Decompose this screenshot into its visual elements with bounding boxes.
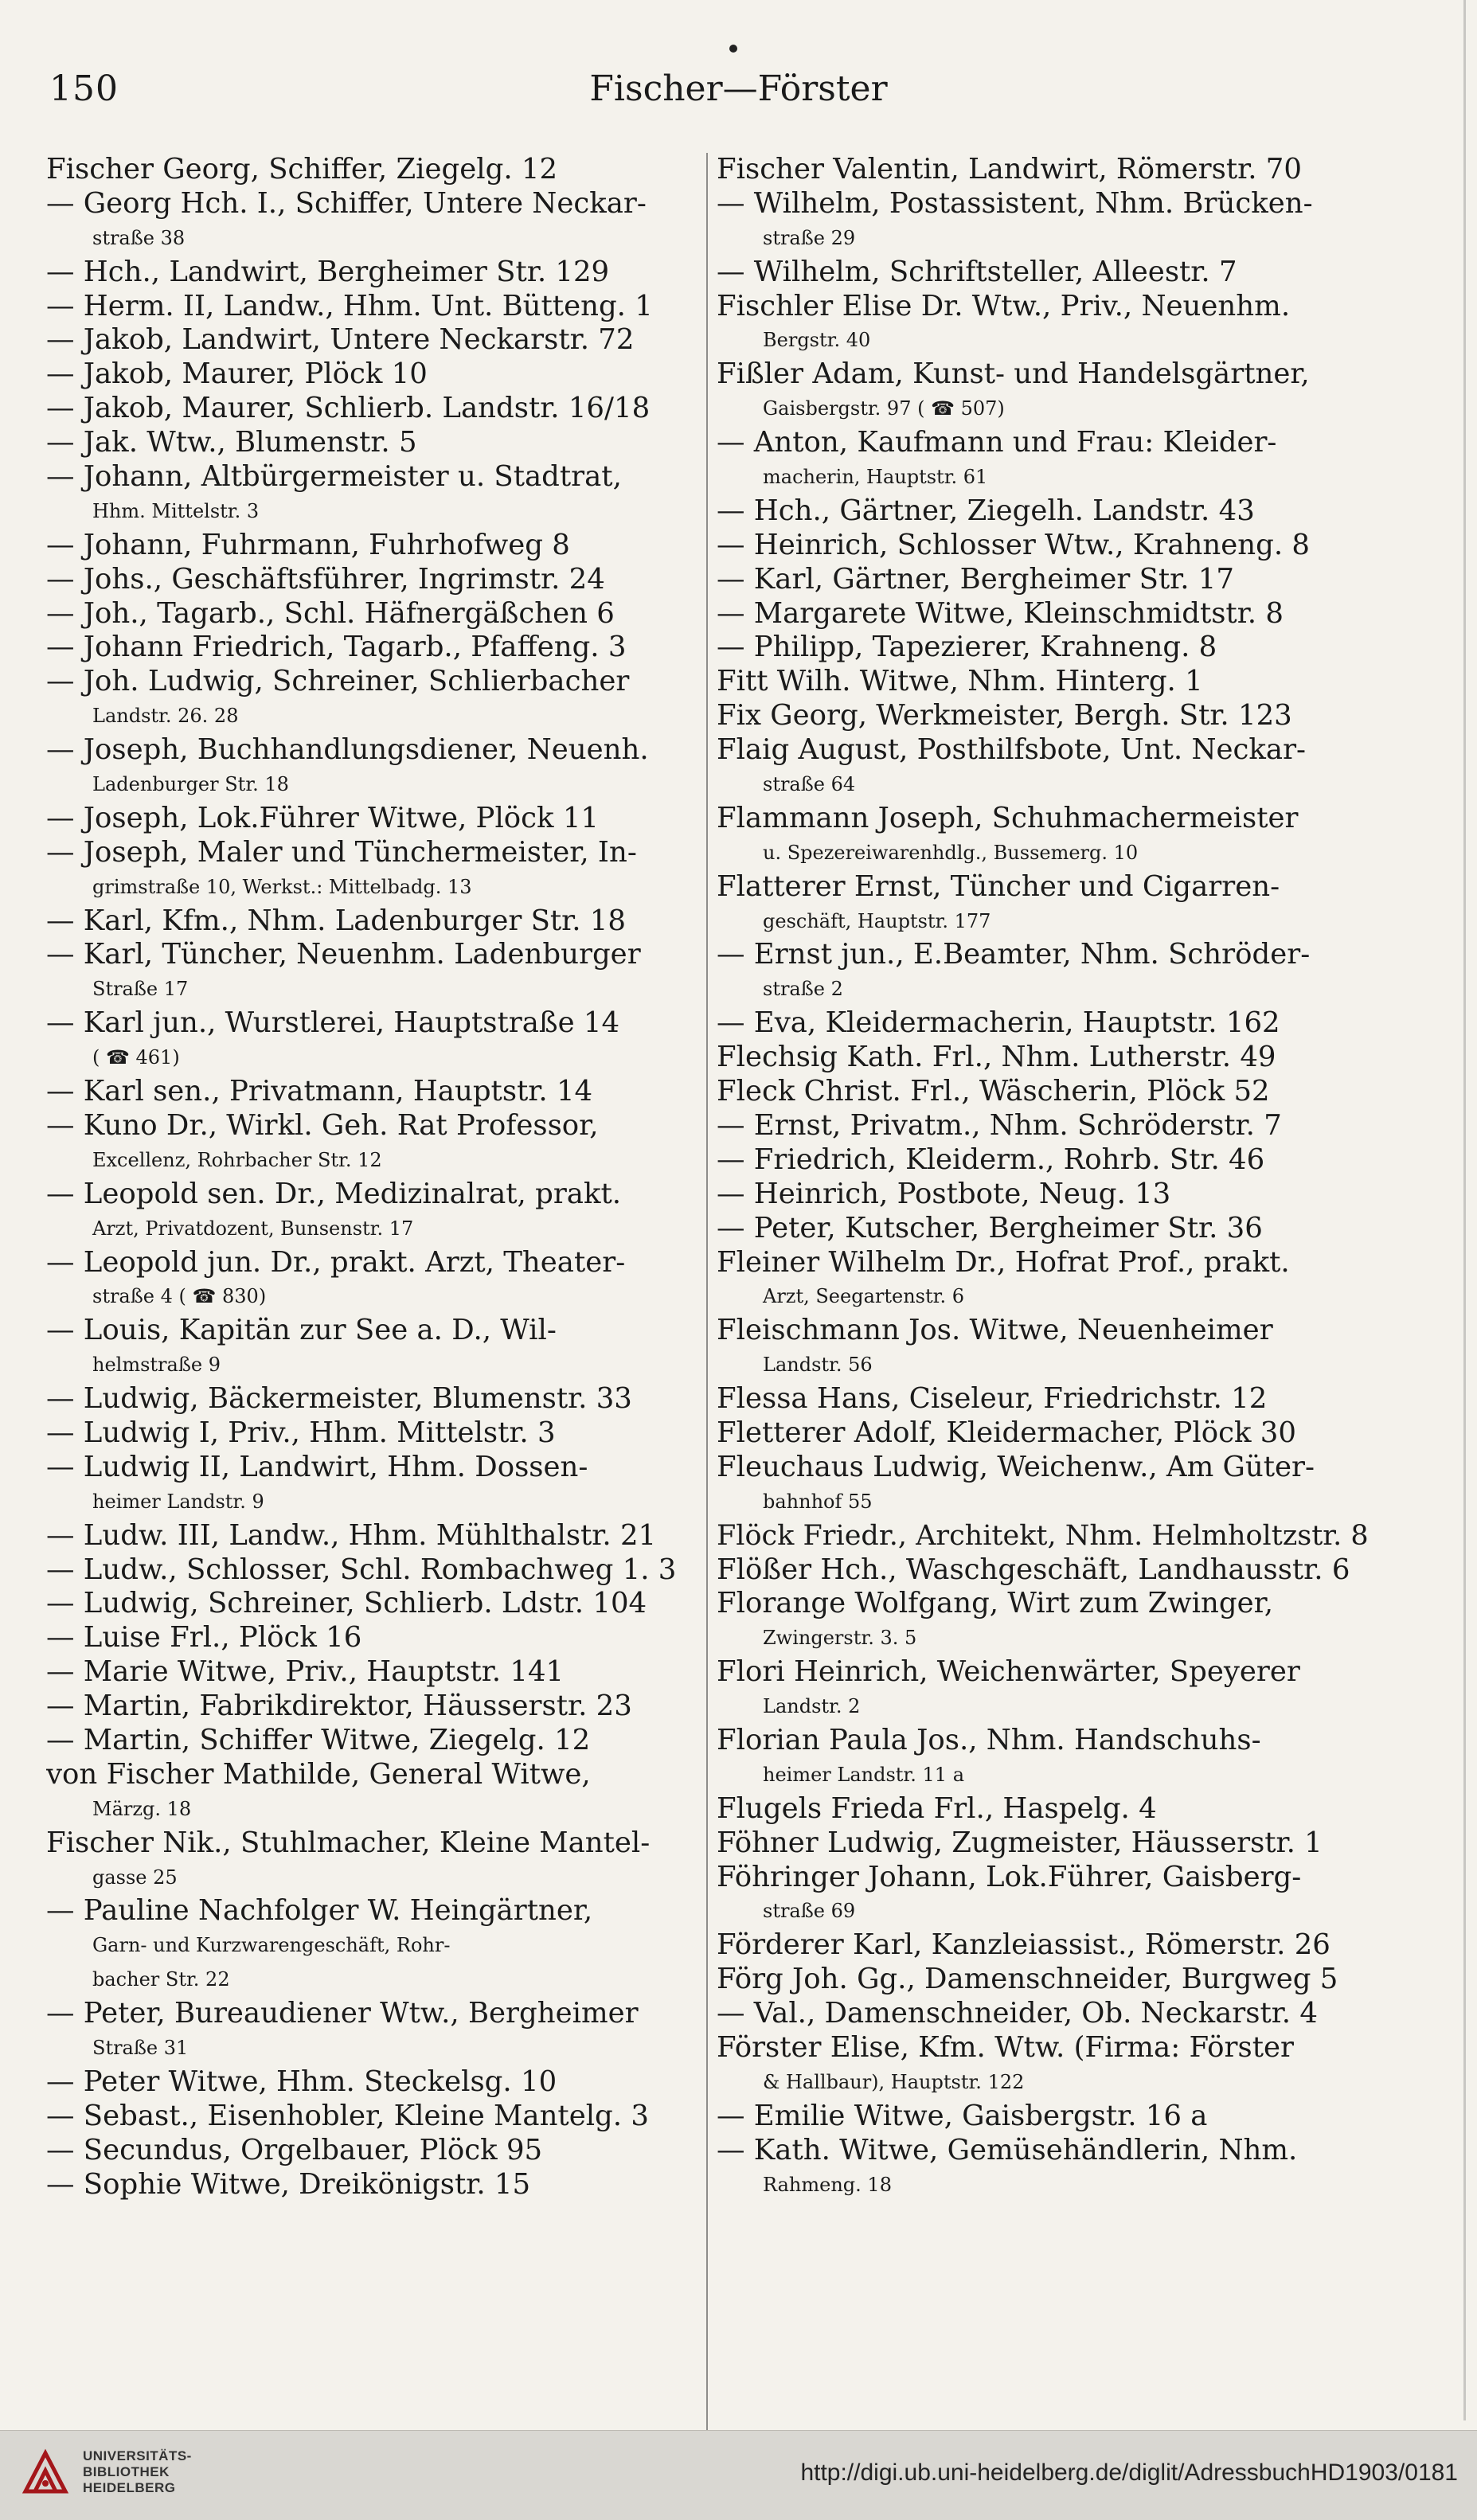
directory-entry	[717, 938, 1370, 1006]
entry-line: — Eva, Kleidermacherin, Hauptstr. 162	[717, 1006, 1280, 1040]
entry-continuation-line: bacher Str. 22	[92, 1968, 230, 1991]
directory-entry	[46, 357, 699, 392]
directory-entry	[717, 2031, 1370, 2100]
entry-line: — Ernst jun., E.Beamter, Nhm. Schröder-	[717, 938, 1311, 971]
entry-line: — Joseph, Buchhandlungsdiener, Neuenh.	[46, 733, 649, 767]
entry-line: Flessa Hans, Ciseleur, Friedrichstr. 12	[717, 1382, 1268, 1416]
directory-entry	[46, 153, 699, 187]
entry-continuation-line: macherin, Hauptstr. 61	[763, 466, 988, 489]
entry-line: — Hch., Landwirt, Bergheimer Str. 129	[46, 255, 610, 288]
entry-continuation-line: Rahmeng. 18	[763, 2173, 892, 2196]
directory-entry	[717, 256, 1370, 290]
entry-line: — Joseph, Lok.Führer Witwe, Plöck 11	[46, 801, 600, 834]
directory-entry	[717, 1724, 1370, 1792]
entry-line: Fitt Wilh. Witwe, Nhm. Hinterg. 1	[717, 665, 1203, 698]
entry-line: — Louis, Kapitän zur See a. D., Wil-	[46, 1314, 557, 1347]
directory-entry	[46, 1621, 699, 1655]
entry-line: — Ludwig I, Priv., Hhm. Mittelstr. 3	[46, 1416, 556, 1449]
directory-entry	[46, 631, 699, 665]
entry-line: — Philipp, Tapezierer, Krahneng. 8	[717, 631, 1217, 664]
directory-entry	[46, 1827, 699, 1895]
entry-line: — Margarete Witwe, Kleinschmidtstr. 8	[717, 596, 1284, 630]
entry-line: — Emilie Witwe, Gaisbergstr. 16 a	[717, 2099, 1208, 2132]
entry-line: — Wilhelm, Postassistent, Nhm. Brücken-	[717, 186, 1313, 220]
directory-entry	[717, 357, 1370, 426]
directory-entry	[717, 1997, 1370, 2031]
directory-entry	[46, 2065, 699, 2100]
entry-line: — Ludw. III, Landw., Hhm. Mühlthalstr. 21	[46, 1518, 657, 1552]
entry-line: — Karl, Kfm., Nhm. Ladenburger Str. 18	[46, 904, 626, 937]
directory-entry	[46, 1006, 699, 1075]
entry-line: — Friedrich, Kleiderm., Rohrb. Str. 46	[717, 1143, 1265, 1176]
entry-line: von Fischer Mathilde, General Witwe,	[46, 1757, 591, 1791]
entry-line: — Georg Hch. I., Schiffer, Untere Neckar-	[46, 186, 647, 220]
entry-continuation-line: straße 2	[763, 978, 843, 1001]
directory-entry	[717, 153, 1370, 187]
entry-continuation-line: geschäft, Hauptstr. 177	[763, 909, 991, 932]
entry-line: — Ludwig, Schreiner, Schlierb. Ldstr. 104	[46, 1587, 647, 1620]
entry-line: — Kath. Witwe, Gemüsehändlerin, Nhm.	[717, 2133, 1298, 2166]
entry-line: Flechsig Kath. Frl., Nhm. Lutherstr. 49	[717, 1041, 1276, 1074]
directory-entry	[717, 870, 1370, 939]
directory-entry	[717, 2134, 1370, 2202]
directory-entry	[46, 1075, 699, 1109]
entry-continuation-line: Garn- und Kurzwarengeschäft, Rohr-	[92, 1934, 451, 1957]
entry-line: — Ludwig, Bäckermeister, Blumenstr. 33	[46, 1382, 632, 1416]
directory-entry	[46, 1382, 699, 1416]
entry-continuation-line: heimer Landstr. 11 a	[763, 1763, 964, 1786]
entry-line: — Joh. Ludwig, Schreiner, Schlierbacher	[46, 665, 630, 698]
directory-entry	[46, 938, 699, 1006]
directory-entry	[46, 2100, 699, 2134]
entry-line: — Sebast., Eisenhobler, Kleine Mantelg. 3	[46, 2099, 649, 2132]
entry-line: Föhner Ludwig, Zugmeister, Häusserstr. 1	[717, 1826, 1323, 1859]
entry-line: Flößer Hch., Waschgeschäft, Landhausstr. 6	[717, 1553, 1350, 1586]
entry-continuation-line: u. Spezereiwarenhdlg., Bussemerg. 10	[763, 841, 1139, 864]
entry-line: — Joseph, Maler und Tünchermeister, In-	[46, 835, 637, 869]
entry-line: — Heinrich, Postbote, Neug. 13	[717, 1177, 1171, 1210]
page-number: 150	[49, 68, 119, 109]
entry-continuation-line: Bergstr. 40	[763, 329, 871, 352]
entry-line: Flatterer Ernst, Tüncher und Cigarren-	[717, 869, 1280, 903]
directory-entry	[717, 1109, 1370, 1143]
entry-line: Fletterer Adolf, Kleidermacher, Plöck 30	[717, 1416, 1296, 1449]
entry-continuation-line: Märzg. 18	[92, 1797, 192, 1820]
entry-continuation-line: grimstraße 10, Werkst.: Mittelbadg. 13	[92, 875, 472, 898]
directory-entry	[717, 1382, 1370, 1416]
directory-entry	[717, 1655, 1370, 1724]
directory-entry	[717, 1178, 1370, 1212]
directory-entry	[46, 904, 699, 939]
entry-line: — Karl, Tüncher, Neuenhm. Ladenburger	[46, 938, 641, 971]
directory-entry	[46, 836, 699, 904]
directory-entry	[46, 1519, 699, 1553]
directory-entry	[717, 1827, 1370, 1861]
directory-entry	[46, 1553, 699, 1588]
right-column	[717, 153, 1370, 2202]
directory-entry	[46, 1314, 699, 1382]
library-logo-text	[83, 2448, 192, 2496]
entry-line: Flori Heinrich, Weichenwärter, Speyerer	[717, 1655, 1300, 1689]
entry-continuation-line: Landstr. 56	[763, 1354, 873, 1377]
entry-line: — Hch., Gärtner, Ziegelh. Landstr. 43	[717, 494, 1255, 527]
source-url-link[interactable]: http://digi.ub.uni-heidelberg.de/diglit/AdressbuchHD1903/0181	[800, 2459, 1458, 2486]
directory-entry	[46, 1894, 699, 1997]
directory-entry	[46, 290, 699, 324]
entry-line: — Karl, Gärtner, Bergheimer Str. 17	[717, 562, 1234, 596]
directory-entry	[717, 733, 1370, 802]
directory-entry	[717, 426, 1370, 494]
directory-entry	[717, 494, 1370, 529]
entry-line: Flaig August, Posthilfsbote, Unt. Neckar-	[717, 733, 1307, 767]
directory-entry	[717, 1553, 1370, 1588]
entry-continuation-line: Arzt, Seegartenstr. 6	[763, 1285, 964, 1308]
entry-line: — Peter, Bureaudiener Wtw., Bergheimer	[46, 1997, 639, 2030]
directory-entry	[46, 597, 699, 631]
directory-entry	[46, 733, 699, 802]
logo-line-1: UNIVERSITÄTS-	[83, 2448, 192, 2463]
entry-continuation-line: ( ☎ 461)	[92, 1046, 180, 1069]
entry-line: Förderer Karl, Kanzleiassist., Römerstr. 26	[717, 1928, 1330, 1962]
directory-entry	[717, 1587, 1370, 1655]
entry-continuation-line: Zwingerstr. 3. 5	[763, 1627, 917, 1650]
entry-line: — Ernst, Privatm., Nhm. Schröderstr. 7	[717, 1108, 1282, 1142]
entry-line: — Peter, Kutscher, Bergheimer Str. 36	[717, 1211, 1263, 1244]
entry-line: — Val., Damenschneider, Ob. Neckarstr. 4	[717, 1997, 1318, 2030]
entry-line: Flammann Joseph, Schuhmachermeister	[717, 801, 1299, 834]
entry-line: — Sophie Witwe, Dreikönigstr. 15	[46, 2167, 531, 2201]
entry-line: — Karl sen., Privatmann, Hauptstr. 14	[46, 1075, 593, 1108]
entry-continuation-line: straße 4 ( ☎ 830)	[92, 1285, 267, 1308]
entry-line: — Leopold jun. Dr., prakt. Arzt, Theater-	[46, 1245, 626, 1279]
entry-line: Fleuchaus Ludwig, Weichenw., Am Güter-	[717, 1450, 1315, 1483]
entry-line: Florian Paula Jos., Nhm. Handschuhs-	[717, 1723, 1261, 1756]
directory-entry	[46, 2134, 699, 2168]
entry-continuation-line: Straße 31	[92, 2036, 189, 2059]
entry-line: — Johs., Geschäftsführer, Ingrimstr. 24	[46, 562, 605, 596]
entry-line: — Secundus, Orgelbauer, Plöck 95	[46, 2133, 543, 2166]
directory-entry	[717, 1928, 1370, 1963]
entry-line: — Jakob, Maurer, Schlierb. Landstr. 16/18	[46, 392, 651, 425]
directory-entry	[46, 1655, 699, 1690]
directory-entry	[717, 1451, 1370, 1519]
directory-entry	[717, 529, 1370, 563]
entry-continuation-line: & Hallbaur), Hauptstr. 122	[763, 2070, 1025, 2093]
directory-entry	[46, 563, 699, 597]
entry-line: Fix Georg, Werkmeister, Bergh. Str. 123	[717, 699, 1292, 733]
entry-line: Florange Wolfgang, Wirt zum Zwinger,	[717, 1587, 1273, 1620]
directory-entry	[46, 426, 699, 460]
directory-entry	[717, 631, 1370, 665]
entry-line: — Johann, Altbürgermeister u. Stadtrat,	[46, 460, 622, 494]
directory-entry	[717, 2100, 1370, 2134]
directory-entry	[46, 1109, 699, 1178]
entry-continuation-line: Landstr. 26. 28	[92, 705, 239, 728]
directory-entry	[46, 2168, 699, 2202]
entry-line: Flöck Friedr., Architekt, Nhm. Helmholtzstr. 8	[717, 1519, 1369, 1552]
directory-entry	[717, 1246, 1370, 1315]
entry-continuation-line: helmstraße 9	[92, 1354, 221, 1377]
directory-entry	[717, 1416, 1370, 1451]
entry-line: — Leopold sen. Dr., Medizinalrat, prakt.	[46, 1177, 622, 1210]
directory-entry	[46, 1178, 699, 1246]
entry-line: — Karl jun., Wurstlerei, Hauptstraße 14	[46, 1006, 620, 1040]
logo-line-3: HEIDELBERG	[83, 2480, 176, 2495]
directory-entry	[717, 802, 1370, 870]
column-rule	[706, 153, 708, 2430]
entry-line: — Ludwig II, Landwirt, Hhm. Dossen-	[46, 1450, 588, 1483]
entry-line: — Jak. Wtw., Blumenstr. 5	[46, 426, 417, 459]
directory-entry	[717, 1519, 1370, 1553]
entry-line: Flugels Frieda Frl., Haspelg. 4	[717, 1791, 1157, 1825]
directory-entry	[717, 1041, 1370, 1075]
directory-entry	[717, 187, 1370, 256]
scan-edge-mark	[1463, 0, 1466, 2420]
entry-continuation-line: Ladenburger Str. 18	[92, 773, 289, 796]
directory-entry	[717, 563, 1370, 597]
entry-continuation-line: straße 38	[92, 226, 186, 249]
entry-line: — Luise Frl., Plöck 16	[46, 1621, 362, 1655]
directory-entry	[717, 597, 1370, 631]
entry-line: — Kuno Dr., Wirkl. Geh. Rat Professor,	[46, 1108, 599, 1142]
entry-line: Fischer Georg, Schiffer, Ziegelg. 12	[46, 153, 558, 186]
entry-continuation-line: heimer Landstr. 9	[92, 1490, 264, 1513]
directory-entry	[46, 1690, 699, 1724]
entry-line: — Wilhelm, Schriftsteller, Alleestr. 7	[717, 255, 1237, 288]
entry-line: Förg Joh. Gg., Damenschneider, Burgweg 5	[717, 1963, 1338, 1996]
entry-continuation-line: Landstr. 2	[763, 1695, 861, 1718]
entry-line: — Martin, Schiffer Witwe, Ziegelg. 12	[46, 1723, 591, 1756]
entry-line: Fischer Valentin, Landwirt, Römerstr. 70	[717, 153, 1302, 186]
entry-line: Fißler Adam, Kunst- und Handelsgärtner,	[717, 357, 1310, 391]
directory-entry	[46, 665, 699, 733]
entry-line: — Johann, Fuhrmann, Fuhrhofweg 8	[46, 528, 570, 561]
directory-entry	[717, 1314, 1370, 1382]
directory-entry	[717, 1006, 1370, 1041]
left-column	[46, 153, 699, 2202]
directory-entry	[717, 1963, 1370, 1997]
directory-entry	[46, 1724, 699, 1758]
directory-entry	[717, 1143, 1370, 1178]
directory-entry	[717, 1075, 1370, 1109]
entry-continuation-line: Excellenz, Rohrbacher Str. 12	[92, 1148, 382, 1171]
directory-entry	[46, 460, 699, 529]
entry-line: Föhringer Johann, Lok.Führer, Gaisberg-	[717, 1860, 1302, 1893]
entry-line: — Marie Witwe, Priv., Hauptstr. 141	[46, 1655, 565, 1689]
entry-continuation-line: bahnhof 55	[763, 1490, 873, 1513]
directory-entry	[46, 1758, 699, 1827]
entry-line: — Anton, Kaufmann und Frau: Kleider-	[717, 426, 1277, 459]
entry-continuation-line: straße 64	[763, 773, 856, 796]
directory-entry	[46, 256, 699, 290]
directory-entry	[46, 1587, 699, 1621]
library-logo-icon	[18, 2445, 73, 2501]
entry-line: — Peter Witwe, Hhm. Steckelsg. 10	[46, 2065, 557, 2098]
entry-continuation-line: Straße 17	[92, 978, 189, 1001]
entry-line: — Jakob, Maurer, Plöck 10	[46, 357, 428, 391]
directory-entry	[46, 1451, 699, 1519]
printer-dot	[729, 45, 737, 53]
entry-continuation-line: Gaisbergstr. 97 ( ☎ 507)	[763, 397, 1005, 420]
logo-line-2: BIBLIOTHEK	[83, 2464, 170, 2479]
directory-entry	[46, 323, 699, 357]
entry-line: — Herm. II, Landw., Hhm. Unt. Bütteng. 1	[46, 289, 653, 322]
directory-entry	[46, 529, 699, 563]
directory-entry	[46, 1416, 699, 1451]
entry-line: Fleiner Wilhelm Dr., Hofrat Prof., prakt.	[717, 1245, 1290, 1279]
directory-entry	[717, 1861, 1370, 1929]
entry-continuation-line: Arzt, Privatdozent, Bunsenstr. 17	[92, 1217, 414, 1240]
directory-entry	[717, 665, 1370, 699]
entry-line: — Heinrich, Schlosser Wtw., Krahneng. 8	[717, 528, 1311, 561]
directory-entry	[717, 290, 1370, 358]
entry-continuation-line: gasse 25	[92, 1866, 178, 1889]
entry-line: — Pauline Nachfolger W. Heingärtner,	[46, 1894, 593, 1928]
entry-line: — Martin, Fabrikdirektor, Häusserstr. 23	[46, 1690, 632, 1723]
entry-line: — Jakob, Landwirt, Untere Neckarstr. 72	[46, 323, 635, 357]
entry-line: — Joh., Tagarb., Schl. Häfnergäßchen 6	[46, 596, 615, 630]
directory-entry	[46, 1246, 699, 1315]
entry-continuation-line: Hhm. Mittelstr. 3	[92, 499, 260, 522]
directory-entry	[717, 699, 1370, 733]
footer-bar	[0, 2430, 1477, 2520]
directory-entry	[717, 1792, 1370, 1827]
directory-entry	[46, 187, 699, 256]
entry-line: — Johann Friedrich, Tagarb., Pfaffeng. 3	[46, 631, 627, 664]
entry-line: Förster Elise, Kfm. Wtw. (Firma: Förster	[717, 2030, 1294, 2064]
entry-continuation-line: straße 69	[763, 1900, 856, 1923]
entry-line: Fleck Christ. Frl., Wäscherin, Plöck 52	[717, 1075, 1270, 1108]
directory-entry	[46, 392, 699, 426]
directory-entry	[46, 1997, 699, 2065]
running-head: Fischer—Förster	[589, 68, 888, 109]
entry-line: Fischler Elise Dr. Wtw., Priv., Neuenhm.	[717, 289, 1291, 322]
entry-line: — Ludw., Schlosser, Schl. Rombachweg 1. 3	[46, 1553, 677, 1586]
entry-continuation-line: straße 29	[763, 226, 856, 249]
directory-entry	[717, 1212, 1370, 1246]
entry-line: Fleischmann Jos. Witwe, Neuenheimer	[717, 1314, 1273, 1347]
directory-entry	[46, 802, 699, 836]
entry-line: Fischer Nik., Stuhlmacher, Kleine Mantel-	[46, 1826, 651, 1859]
